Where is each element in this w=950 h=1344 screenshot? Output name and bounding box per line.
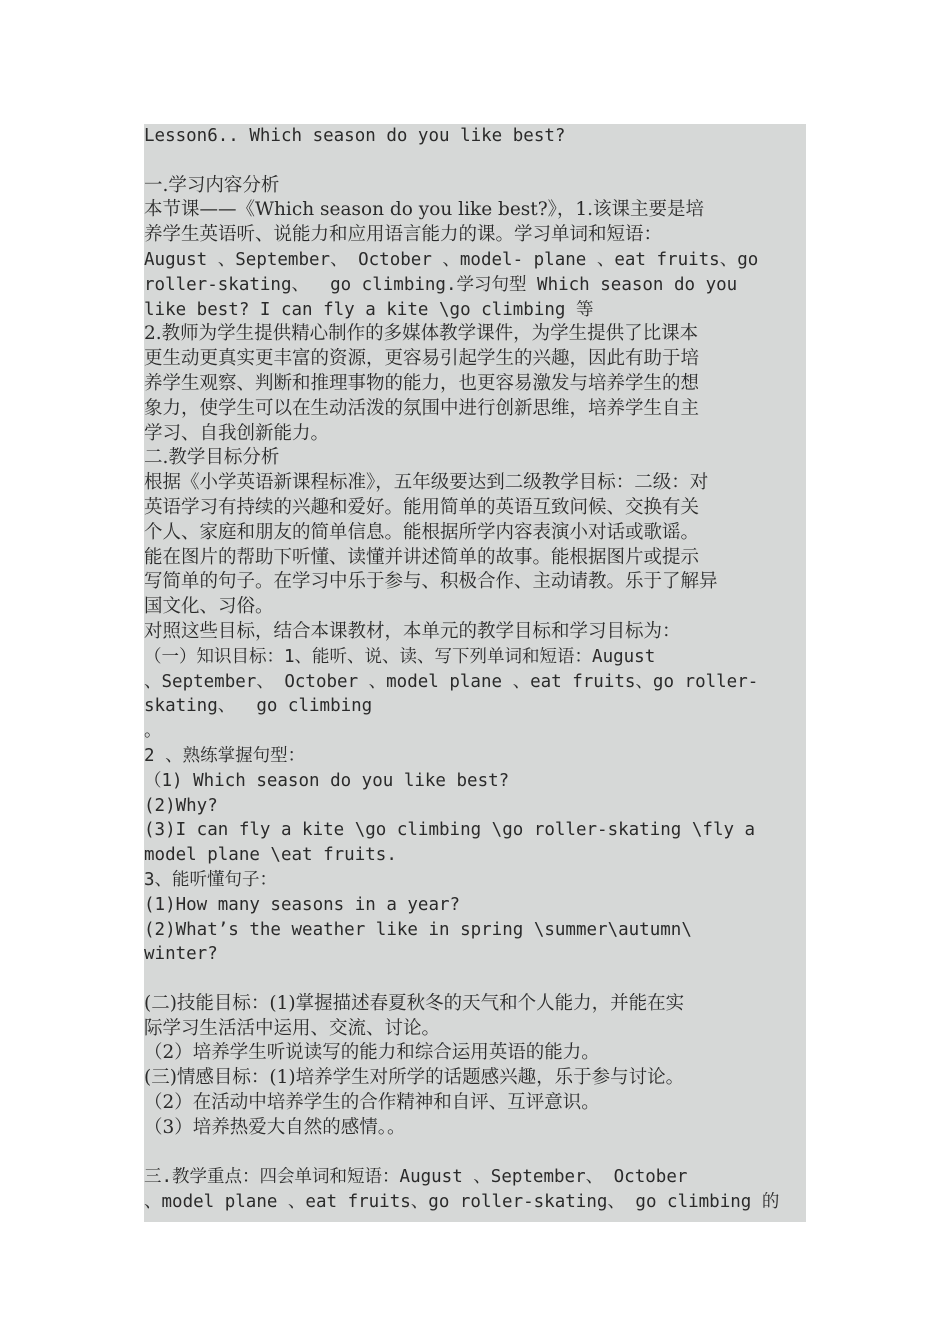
text-line: （1) Which season do you like best? [144, 770, 510, 791]
text-line: （一）知识目标：1、能听、说、读、写下列单词和短语：August [144, 646, 656, 667]
text-line: like best? I can fly a kite \go climbing 等 [144, 299, 594, 320]
text-line: 能在图片的帮助下听懂、读懂并讲述简单的故事。能根据图片或提示 [144, 546, 700, 568]
text-line: 2.教师为学生提供精心制作的多媒体教学课件，为学生提供了比课本 [144, 323, 699, 345]
blank-line [144, 149, 806, 174]
text-line: (3)I can fly a kite \go climbing \go roller-skating \fly a [144, 820, 756, 841]
text-line: 个人、家庭和朋友的简单信息。能根据所学内容表演小对话或歌谣。 [144, 521, 700, 543]
text-line: 本节课——《Which season do you like best?》，1.该课主要是培 [144, 199, 705, 221]
text-line: 。 [144, 721, 162, 742]
text-line: 国文化、习俗。 [144, 596, 274, 618]
text-line: winter? [144, 944, 218, 965]
text-line: (2)Why? [144, 795, 218, 816]
text-line: (2)What’s the weather like in spring \summer\autumn\ [144, 919, 692, 940]
text-line: （3）培养热爱大自然的感情。。 [144, 1116, 406, 1138]
text-line: 英语学习有持续的兴趣和爱好。能用简单的英语互致问候、交换有关 [144, 496, 700, 518]
text-line: 养学生观察、判断和推理事物的能力，也更容易激发与培养学生的想 [144, 372, 700, 394]
text-line: 、model plane 、eat fruits、go roller-skating、 go climbing 的 [144, 1192, 780, 1213]
text-line: skating、 go climbing [144, 696, 373, 717]
text-line: 学习、自我创新能力。 [144, 422, 330, 444]
text-line: (二)技能目标：(1)掌握描述春夏秋冬的天气和个人能力，并能在实 [144, 992, 685, 1014]
text-line: model plane \eat fruits. [144, 845, 397, 866]
text-line: （2）在活动中培养学生的合作精神和自评、互评意识。 [144, 1092, 600, 1114]
text-line: Lesson6.. Which season do you like best? [144, 126, 566, 146]
text-line: (三)情感目标：(1)培养学生对所学的话题感兴趣，乐于参与讨论。 [144, 1067, 685, 1089]
text-line: 象力，使学生可以在生动活泼的氛围中进行创新思维，培养学生自主 [144, 397, 700, 419]
text-line: 、September、 October 、model plane 、eat fruits、go roller- [144, 671, 759, 692]
text-line: 2 、熟练掌握句型： [144, 745, 306, 766]
text-line: August 、September、 October 、model- plane 、eat fruits、go [144, 249, 759, 270]
document-text-block [144, 124, 806, 1222]
text-line: (1)How many seasons in a year? [144, 894, 461, 915]
blank-line [144, 1141, 806, 1166]
text-line: 三.教学重点：四会单词和短语：August 、September、 October [144, 1167, 688, 1188]
text-line: 际学习生活活中运用、交流、讨论。 [144, 1017, 441, 1039]
text-line: roller-skating、 go climbing.学习句型 Which season do you [144, 274, 738, 295]
blank-line [144, 967, 806, 992]
text-line: 养学生英语听、说能力和应用语言能力的课。学习单词和短语： [144, 224, 663, 246]
text-line: 对照这些目标，结合本课教材，本单元的教学目标和学习目标为： [144, 620, 681, 642]
text-line: 3、能听懂句子： [144, 869, 278, 890]
text-line: 更生动更真实更丰富的资源，更容易引起学生的兴趣，因此有助于培 [144, 348, 700, 370]
text-line: 写简单的句子。在学习中乐于参与、积极合作、主动请教。乐于了解异 [144, 571, 718, 593]
text-line: 二.教学目标分析 [144, 447, 280, 469]
text-line: （2）培养学生听说读写的能力和综合运用英语的能力。 [144, 1042, 600, 1064]
text-line: 一.学习内容分析 [144, 174, 280, 196]
text-line: 根据《小学英语新课程标准》，五年级要达到二级教学目标：二级：对 [144, 472, 709, 494]
